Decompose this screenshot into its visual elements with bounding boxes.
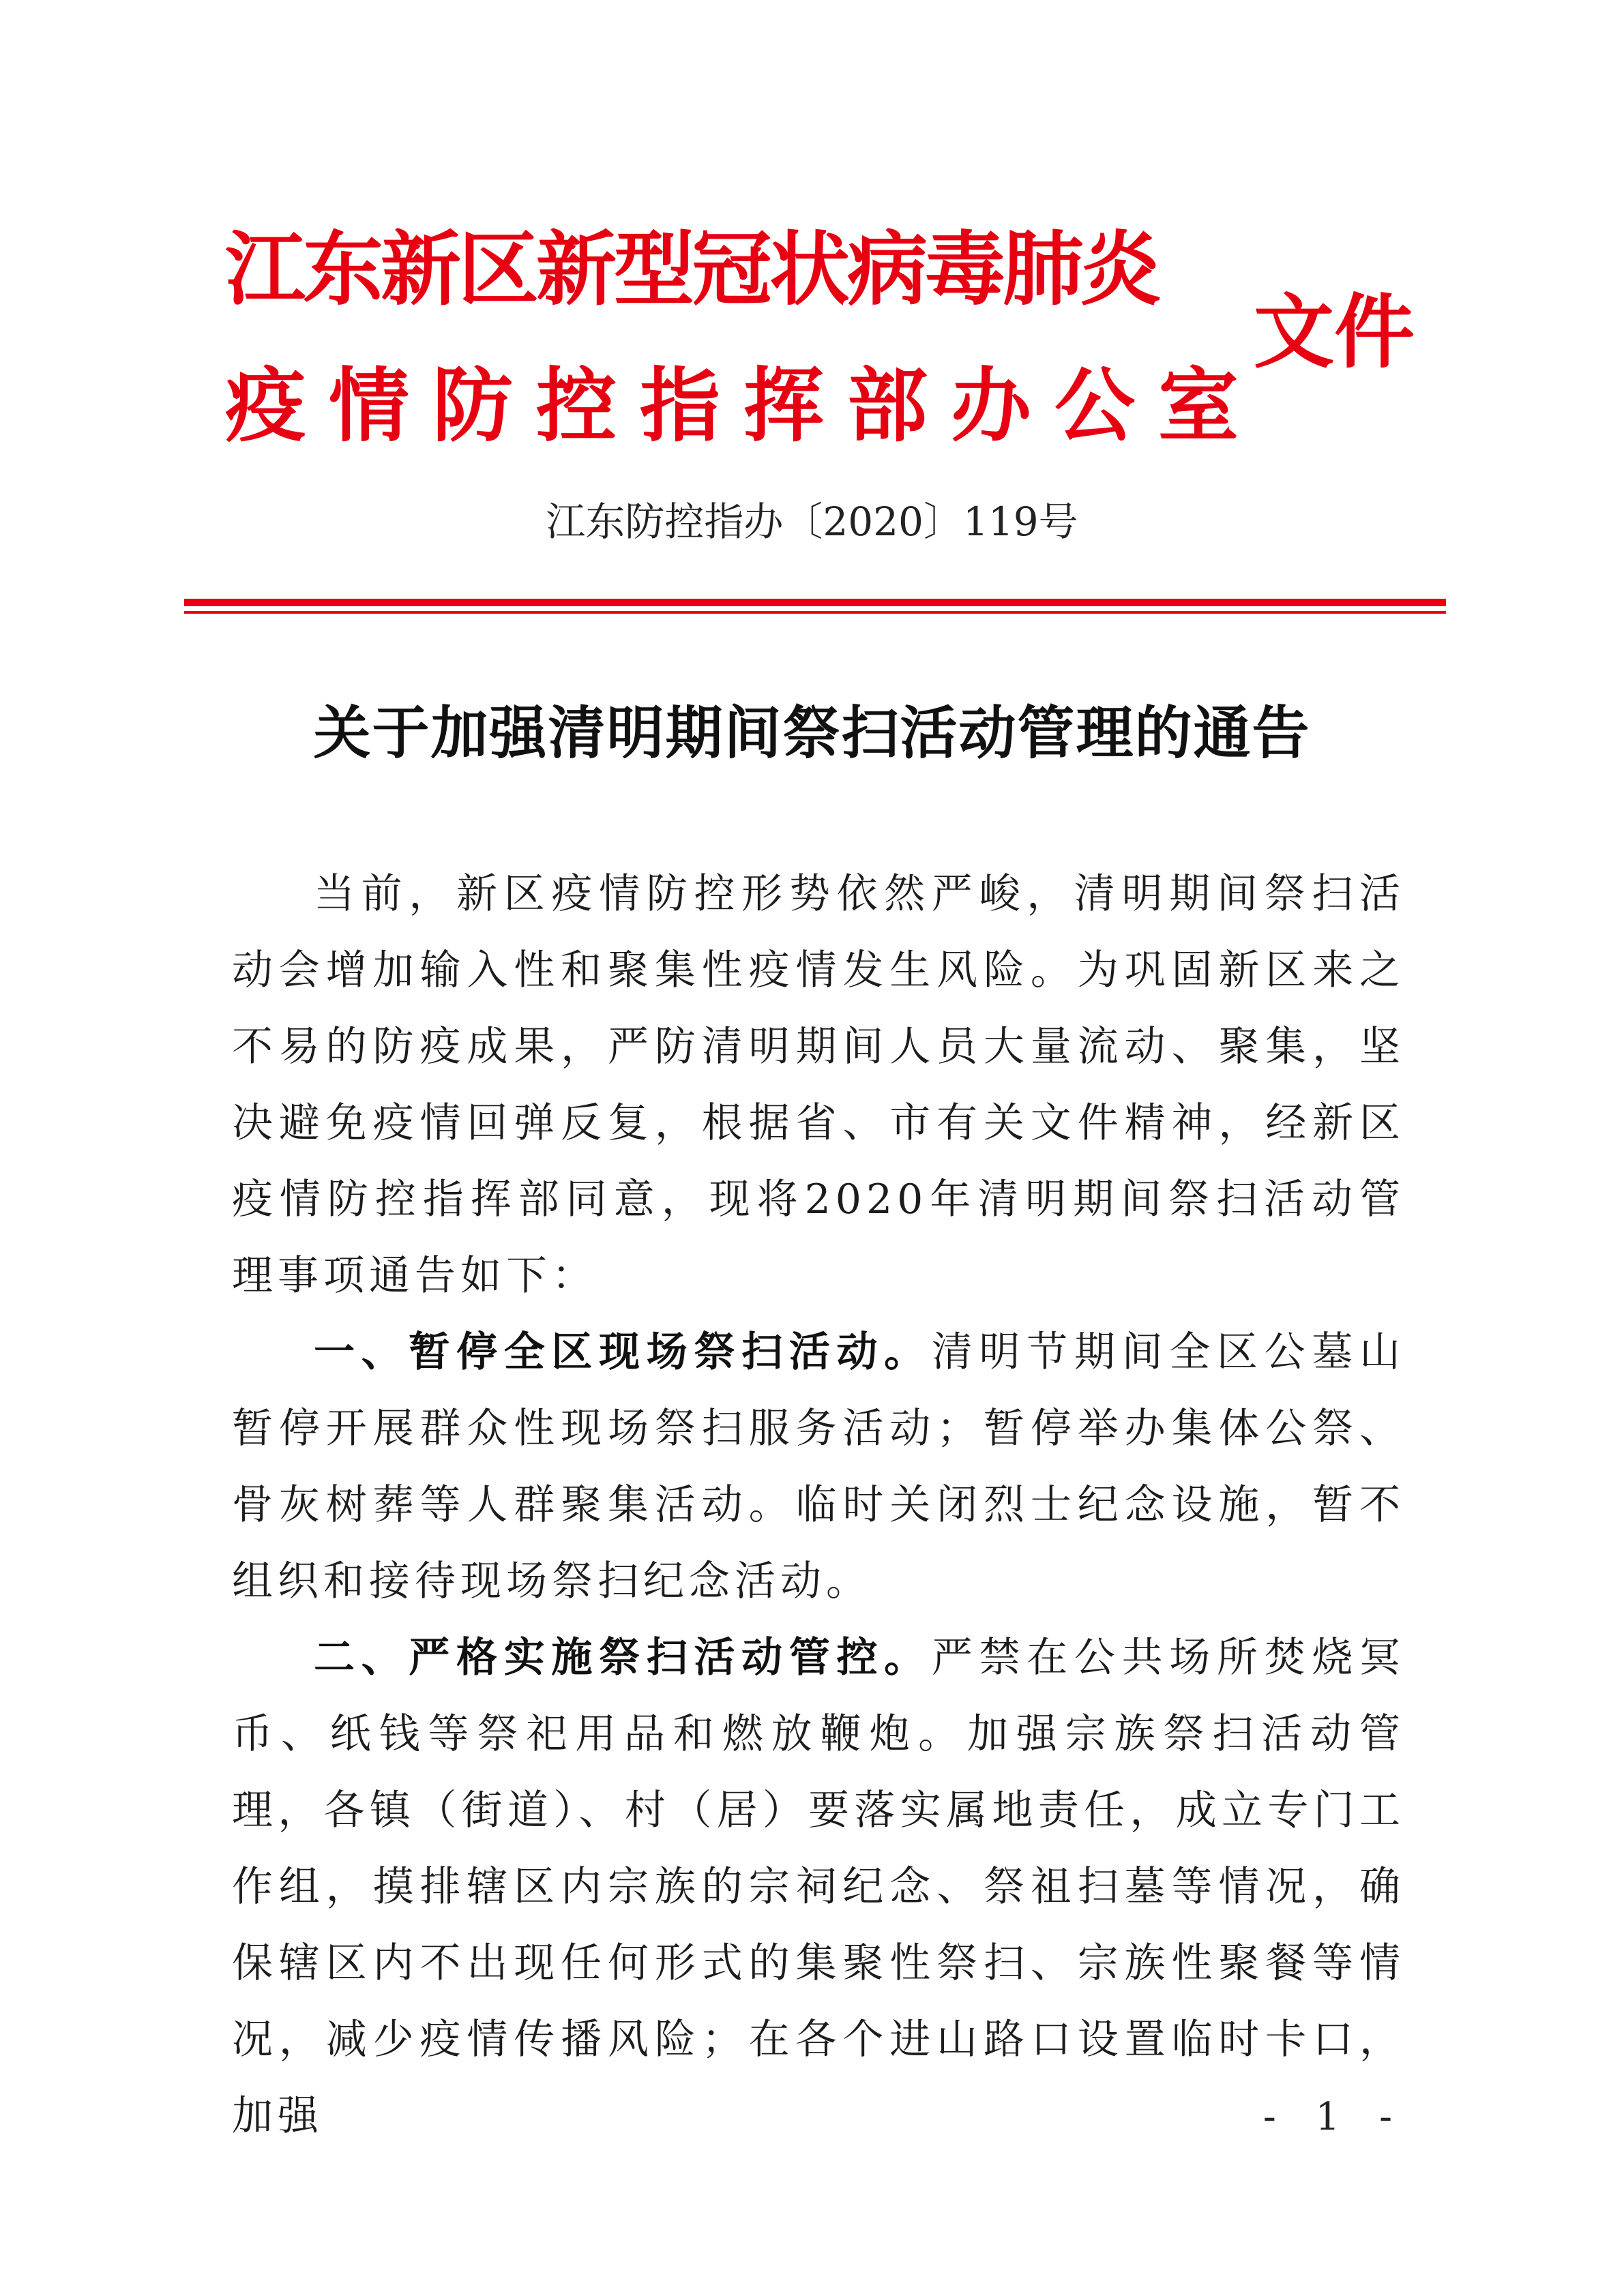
red-separator-thin: [184, 611, 1446, 614]
notice-body: [232, 856, 1405, 2154]
issuer-line-1: 江东新区新型冠状病毒肺炎: [225, 222, 1159, 316]
document-number: 江东防控指办〔2020〕119号: [546, 498, 1078, 545]
paragraph-text: 严禁在公共场所焚烧冥币、纸钱等祭祀用品和燃放鞭炮。加强宗族祭扫活动管理，各镇（街道）、村（居）要落实属地责任，成立专门工作组，摸排辖区内宗族的宗祠纪念、祭祖扫墓等情况，确保辖区内不出现任何形式的集聚性祭扫、宗族性聚餐等情况，减少疫情传播风险；在各个进山路口设置临时卡口，加强: [232, 1634, 1406, 2140]
red-separator-thick: [184, 599, 1446, 606]
paragraph-section-2: [232, 1620, 1405, 2154]
issuer-line-2: 疫情防控指挥部办公室: [225, 358, 1263, 453]
paragraph-intro: [232, 856, 1405, 1314]
page-number: - 1 -: [1263, 2095, 1406, 2139]
paragraph-section-1: [232, 1314, 1405, 1620]
section-heading: 一、暂停全区现场祭扫活动。: [314, 1328, 932, 1376]
paragraph-text: 当前，新区疫情防控形势依然严峻，清明期间祭扫活动会增加输入性和聚集性疫情发生风险。为巩固新区来之不易的防疫成果，严防清明期间人员大量流动、聚集，坚决避免疫情回弹反复，根据省、市有关文件精神，经新区疫情防控指挥部同意，现将2020年清明期间祭扫活动管理事项通告如下：: [232, 870, 1405, 1300]
paragraph-text: 清明节期间全区公墓山暂停开展群众性现场祭扫服务活动；暂停举办集体公祭、骨灰树葬等人群聚集活动。临时关闭烈士纪念设施，暂不组织和接待现场祭扫纪念活动。: [232, 1328, 1406, 1605]
issuer-suffix: 文件: [1254, 284, 1415, 379]
section-heading: 二、严格实施祭扫活动管控。: [314, 1634, 932, 1682]
notice-title: 关于加强清明期间祭扫活动管理的通告: [313, 699, 1311, 766]
